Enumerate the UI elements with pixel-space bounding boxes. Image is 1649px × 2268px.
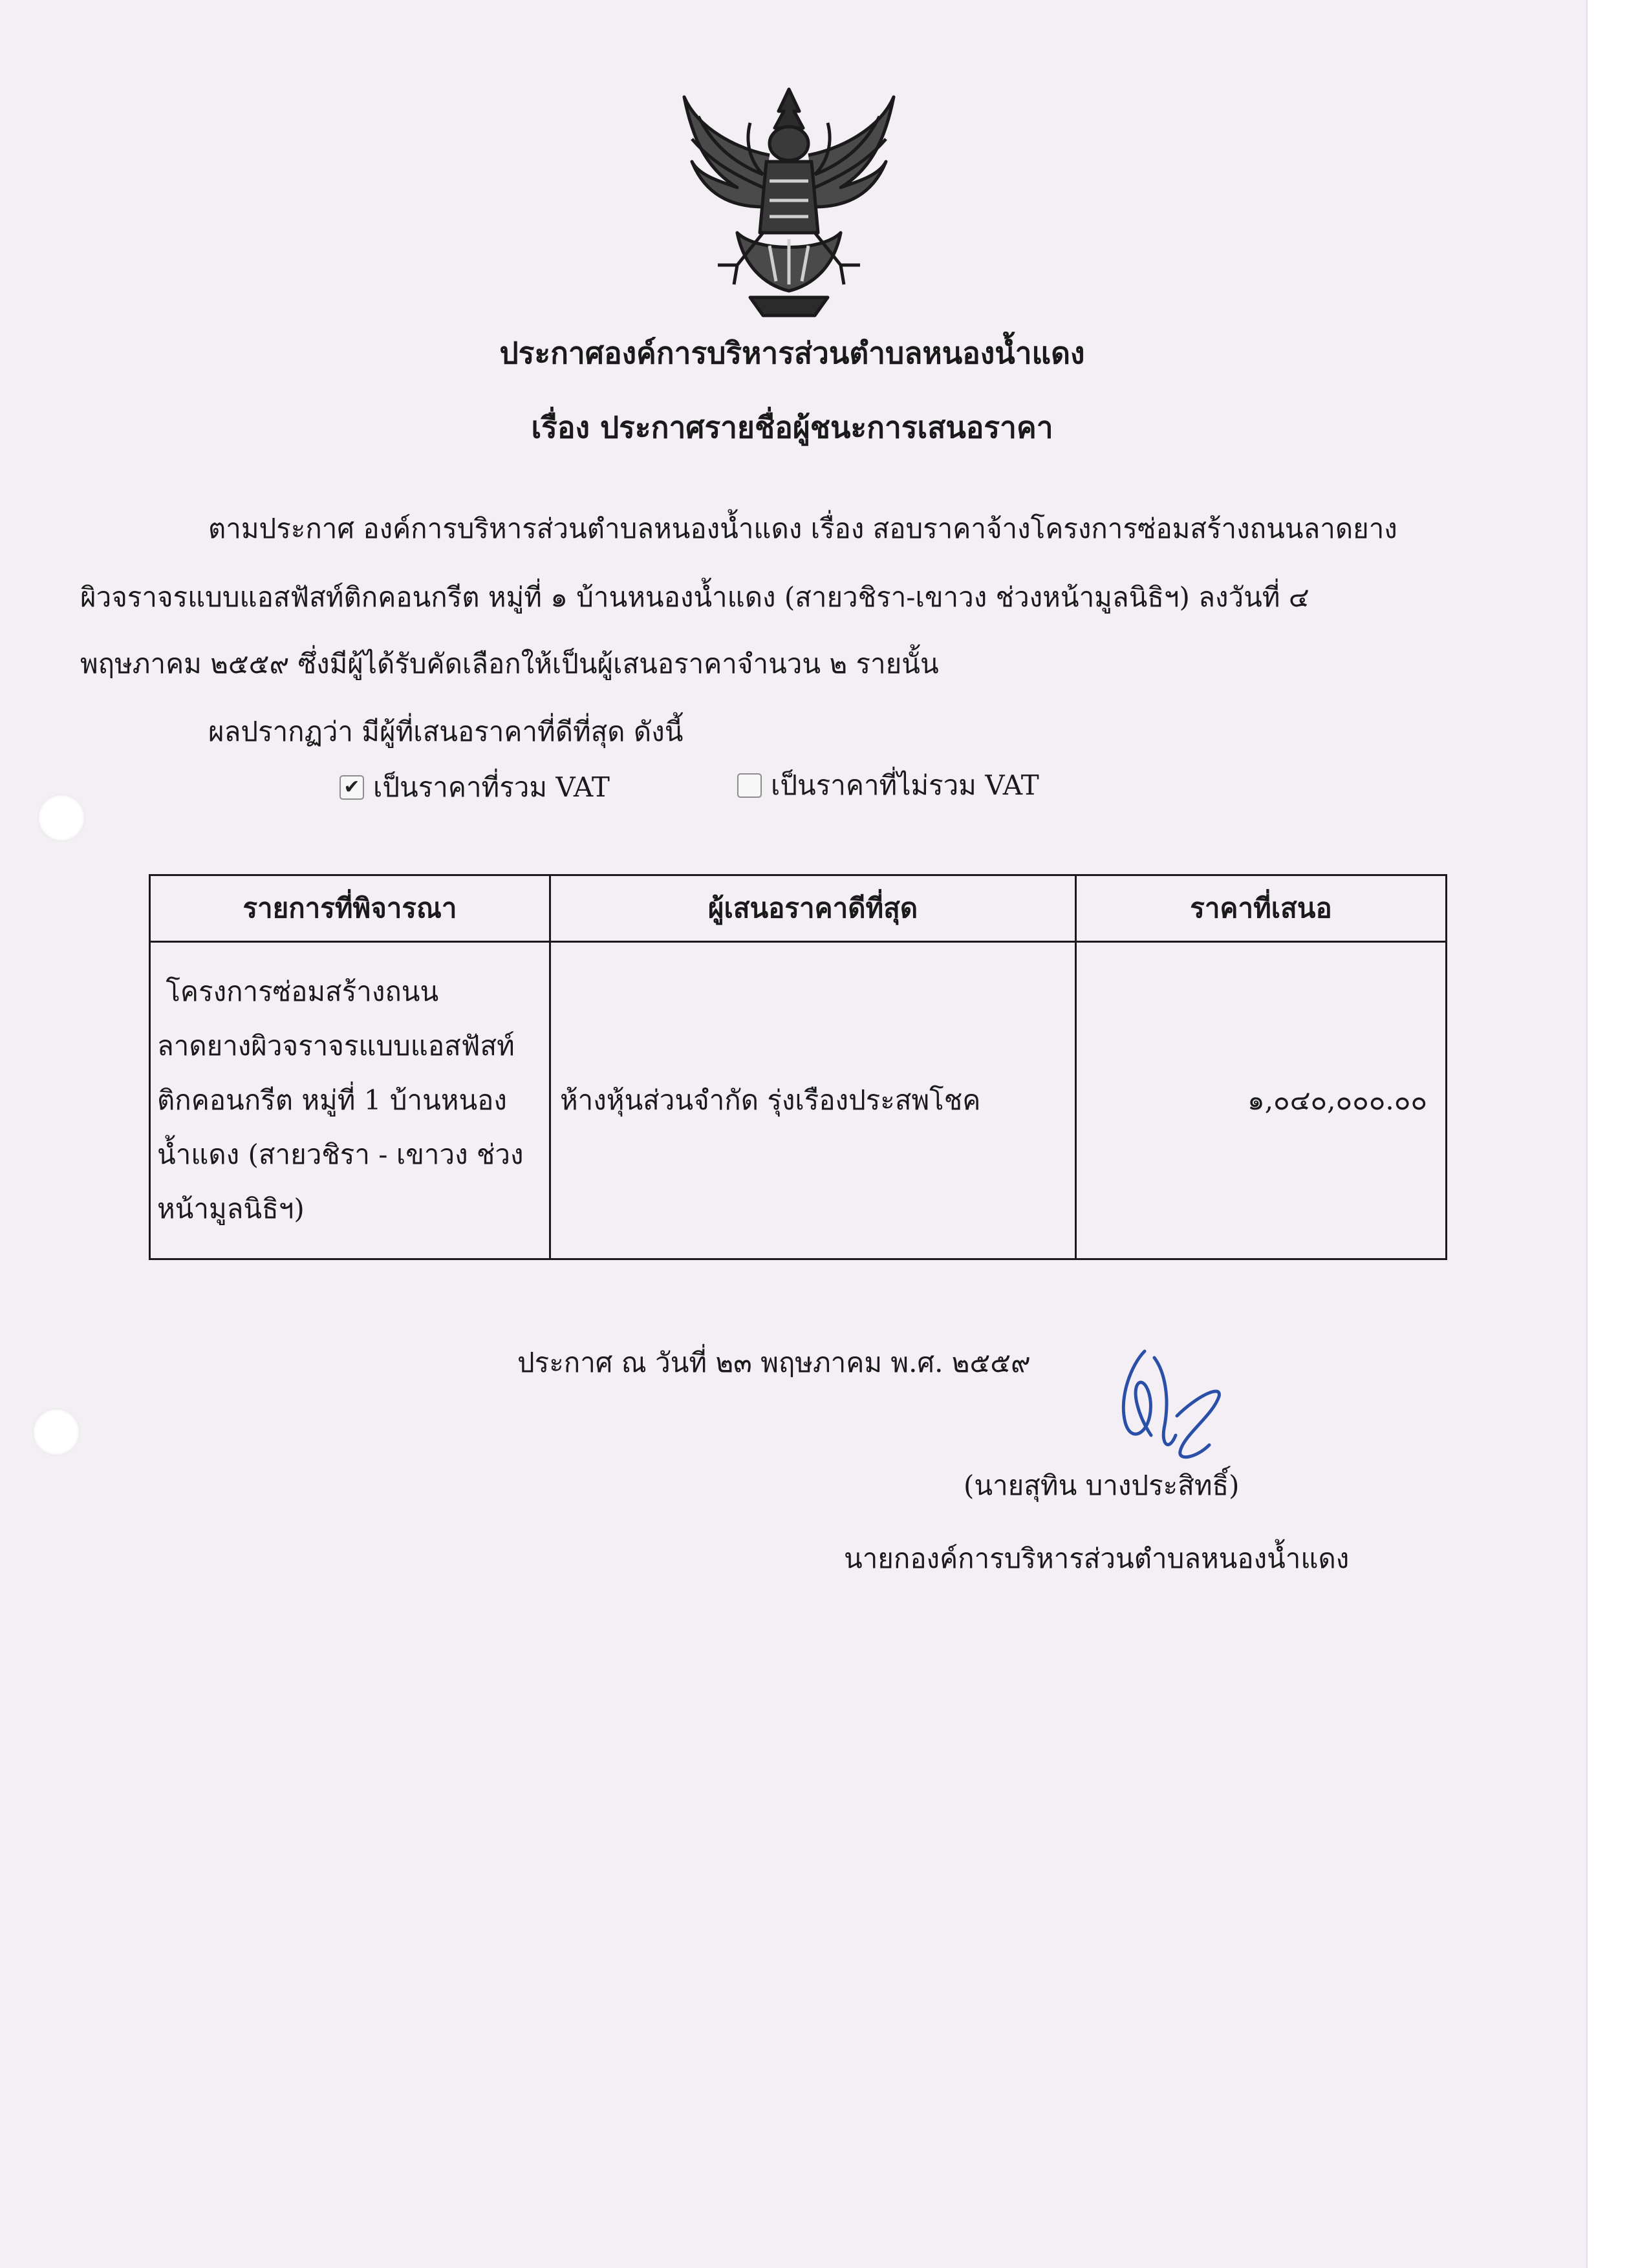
header-price: ราคาที่เสนอ — [1076, 875, 1447, 942]
punch-hole-top — [38, 794, 85, 842]
garuda-emblem-icon — [673, 78, 905, 323]
item-line: โครงการซ่อมสร้างถนน — [157, 976, 439, 1007]
body-line-2: ผิวจราจรแบบแอสฟัสท์ติกคอนกรีต หมู่ที่ ๑ บ้านหนองน้ำแดง (สายวชิรา-เขาวง ช่วงหน้ามูลนิธิฯ) ลงวันที่ ๔ — [80, 581, 1310, 613]
vat-include-option[interactable] — [339, 766, 610, 809]
vat-include-checkbox[interactable]: ✔ — [339, 775, 364, 800]
vat-include-label: เป็นราคาที่รวม VAT — [373, 771, 610, 803]
item-line: ติกคอนกรีต หมู่ที่ 1 บ้านหนอง — [157, 1084, 507, 1116]
bidder-cell: ห้างหุ้นส่วนจำกัด รุ่งเรืองประสพโชค — [550, 942, 1076, 1259]
vat-exclude-label: เป็นราคาที่ไม่รวม VAT — [771, 769, 1039, 801]
item-line: น้ำแดง (สายวชิรา - เขาวง ช่วง — [157, 1139, 524, 1170]
paper-right-edge — [1586, 0, 1649, 2268]
price-cell: ๑,๐๔๐,๐๐๐.๐๐ — [1076, 942, 1447, 1259]
signer-name: (นายสุทิน บางประสิทธิ์) — [964, 1470, 1240, 1501]
header-bidder: ผู้เสนอราคาดีที่สุด — [550, 875, 1076, 942]
vat-exclude-checkbox[interactable] — [737, 773, 762, 798]
bid-result-table — [149, 874, 1447, 1260]
announcement-title: ประกาศองค์การบริหารส่วนตำบลหนองน้ำแดง — [499, 336, 1085, 370]
item-line: หน้ามูลนิธิฯ) — [157, 1193, 305, 1225]
body-line-4: ผลปรากฏว่า มีผู้ที่เสนอราคาที่ดีที่สุด ดังนี้ — [208, 716, 684, 747]
body-line-1: ตามประกาศ องค์การบริหารส่วนตำบลหนองน้ำแดง เรื่อง สอบราคาจ้างโครงการซ่อมสร้างถนนลาดยาง — [208, 513, 1397, 544]
body-line-3: พฤษภาคม ๒๕๕๙ ซึ่งมีผู้ได้รับคัดเลือกให้เป็นผู้เสนอราคาจำนวน ๒ รายนั้น — [80, 648, 939, 679]
header-item: รายการที่พิจารณา — [150, 875, 550, 942]
item-line: ลาดยางผิวจราจรแบบแอสฟัสท์ — [157, 1030, 515, 1062]
announcement-subject: เรื่อง ประกาศรายชื่อผู้ชนะการเสนอราคา — [531, 410, 1053, 445]
signature-scrawl — [1099, 1338, 1235, 1468]
announcement-date: ประกาศ ณ วันที่ ๒๓ พฤษภาคม พ.ศ. ๒๕๕๙ — [517, 1347, 1031, 1378]
table-row — [150, 942, 1447, 1259]
vat-exclude-option[interactable] — [737, 764, 1039, 807]
signer-position: นายกองค์การบริหารส่วนตำบลหนองน้ำแดง — [844, 1543, 1350, 1574]
table-header-row — [150, 875, 1447, 942]
item-cell — [150, 942, 550, 1259]
punch-hole-bottom — [32, 1408, 80, 1456]
